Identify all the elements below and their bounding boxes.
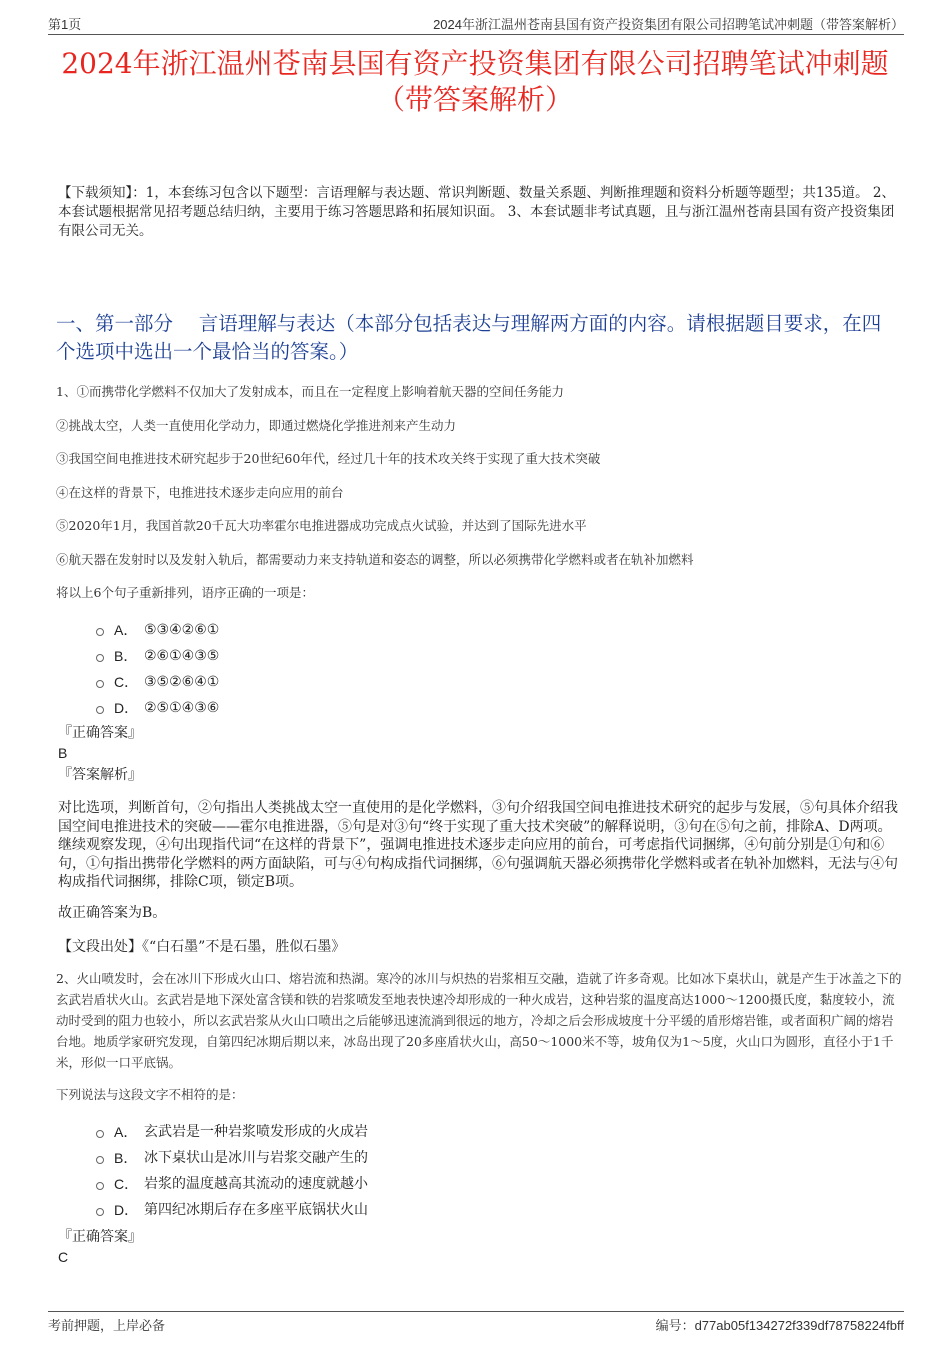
q2-options bbox=[96, 1119, 368, 1223]
q1-analysis-label: 『答案解析』 bbox=[58, 767, 142, 783]
q1-options bbox=[96, 617, 219, 721]
radio-icon[interactable] bbox=[96, 1156, 104, 1164]
page-number: 第1页 bbox=[48, 17, 82, 32]
radio-icon[interactable] bbox=[96, 628, 104, 636]
q2-answer-label: 『正确答案』 bbox=[58, 1229, 142, 1245]
q1-answer: B bbox=[58, 745, 68, 761]
radio-icon[interactable] bbox=[96, 1182, 104, 1190]
q2-option-d[interactable]: D． 第四纪冰期后存在多座平底锅状火山 bbox=[96, 1197, 368, 1223]
q1-option-b[interactable]: B． ②⑥①④③⑤ bbox=[96, 643, 219, 669]
page-header bbox=[48, 14, 904, 35]
footer-code: 编号：d77ab05f134272f339df78758224fbff bbox=[655, 1318, 904, 1333]
page-footer bbox=[48, 1311, 904, 1335]
header-doc-title: 2024年浙江温州苍南县国有资产投资集团有限公司招聘笔试冲刺题（带答案解析） bbox=[433, 17, 904, 32]
radio-icon[interactable] bbox=[96, 706, 104, 714]
radio-icon[interactable] bbox=[96, 680, 104, 688]
q1-line: ④在这样的背景下，电推进技术逐步走向应用的前台 bbox=[56, 485, 344, 500]
q1-conclusion: 故正确答案为B。 bbox=[58, 905, 167, 921]
q1-line: ⑤2020年1月，我国首款20千瓦大功率霍尔电推进器成功完成点火试验，并达到了国际先进水平 bbox=[56, 518, 587, 533]
q2-option-b[interactable]: B． 冰下桌状山是冰川与岩浆交融产生的 bbox=[96, 1145, 368, 1171]
q1-line: ⑥航天器在发射时以及发射入轨后，都需要动力来支持轨道和姿态的调整，所以必须携带化学燃料或者在轨补加燃料 bbox=[56, 552, 694, 567]
radio-icon[interactable] bbox=[96, 1130, 104, 1138]
q1-source: 【文段出处】《“白石墨”不是石墨，胜似石墨》 bbox=[58, 939, 346, 955]
q2-option-c[interactable]: C． 岩浆的温度越高其流动的速度就越小 bbox=[96, 1171, 368, 1197]
footer-slogan: 考前押题，上岸必备 bbox=[48, 1319, 166, 1334]
q2-passage: 2、火山喷发时，会在冰川下形成火山口、熔岩流和热湖。寒冷的冰川与炽热的岩浆相互交融，造就了许多奇观。比如冰下桌状山，就是产生于冰盖之下的玄武岩盾状火山。玄武岩是地下深处富含镁和铁的岩浆喷发至地表快速冷却形成的一种火成岩，这种岩浆的温度高达1000～1200摄氏度，黏度较小，流动时受到的阻力也较小，所以玄武岩浆从火山口喷出之后能够迅速流淌到很远的地方，冷却之后会形成坡度十分平缓的盾形熔岩锥，或者面积广阔的熔岩台地。地质学家研究发现，自第四纪冰期后期以来，冰岛出现了20多座盾状火山，高50～1000米不等，坡角仅为1～5度，火山口为圆形，直径小于1千米，形似一口平底锅。 bbox=[56, 971, 902, 1070]
q2-question: 下列说法与这段文字不相符的是： bbox=[56, 1087, 244, 1102]
q1-line: ③我国空间电推进技术研究起步于20世纪60年代，经过几十年的技术攻关终于实现了重大技术突破 bbox=[56, 451, 601, 466]
document-title: 2024年浙江温州苍南县国有资产投资集团有限公司招聘笔试冲刺题（带答案解析） bbox=[61, 47, 889, 116]
q2-option-a[interactable]: A． 玄武岩是一种岩浆喷发形成的火成岩 bbox=[96, 1119, 368, 1145]
q1-option-c[interactable]: C． ③⑤②⑥④① bbox=[96, 669, 219, 695]
radio-icon[interactable] bbox=[96, 1208, 104, 1216]
q1-question: 将以上6个句子重新排列，语序正确的一项是： bbox=[56, 585, 314, 600]
q1-line: 1、①而携带化学燃料不仅加大了发射成本，而且在一定程度上影响着航天器的空间任务能力 bbox=[56, 384, 564, 399]
radio-icon[interactable] bbox=[96, 654, 104, 662]
q2-answer: C bbox=[58, 1249, 69, 1265]
q1-option-d[interactable]: D． ②⑤①④③⑥ bbox=[96, 695, 219, 721]
download-notice: 【下载须知】：1，本套练习包含以下题型：言语理解与表达题、常识判断题、数量关系题、判断推理题和资料分析题等题型；共135道。 2、本套试题根据常见招考题总结归纳，主要用于练习答题思路和拓展知识面。 3、本套试题非考试真题，且与浙江温州苍南县国有资产投资集团有限公司无关。 bbox=[58, 185, 895, 239]
q1-analysis: 对比选项，判断首句，②句指出人类挑战太空一直使用的是化学燃料，③句介绍我国空间电推进技术研究的起步与发展，⑤句具体介绍我国空间电推进技术的突破——霍尔电推进器，⑤句是对③句“终于实现了重大技术突破”的解释说明，③句在⑤句之前，排除A、D两项。继续观察发现，④句出现指代词“在这样的背景下”，强调电推进技术逐步走向应用的前台，可考虑指代词捆绑，④句前分别是①句和⑥句，①句指出携带化学燃料的两方面缺陷，可与④句构成指代词捆绑，⑥句强调航天器必须携带化学燃料或者在轨补加燃料，无法与④句构成指代词捆绑，排除C项，锁定B项。 bbox=[58, 800, 898, 890]
q1-option-a[interactable]: A． ⑤③④②⑥① bbox=[96, 617, 219, 643]
q1-line: ②挑战太空，人类一直使用化学动力，即通过燃烧化学推进剂来产生动力 bbox=[56, 418, 457, 433]
q1-answer-label: 『正确答案』 bbox=[58, 725, 142, 741]
section-title: 一、第一部分 言语理解与表达（本部分包括表达与理解两方面的内容。请根据题目要求，在四个选项中选出一个最恰当的答案。） bbox=[56, 312, 882, 363]
